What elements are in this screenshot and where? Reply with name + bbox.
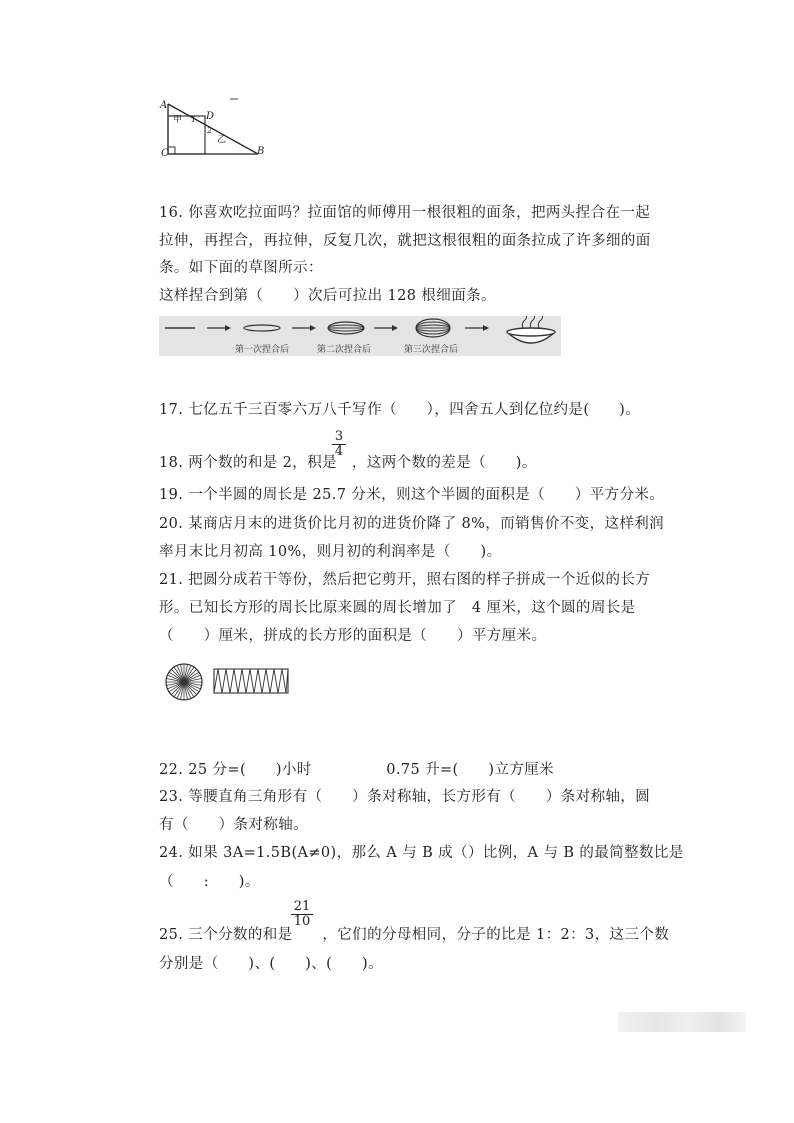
q21-line2: 形。已知长方形的周长比原来圆的周长增加了 4 厘米，这个圆的周长是 (159, 600, 636, 616)
q25-line1: 25. 三个分数的和是 ，它们的分母相同，分子的比是 1：2：3，这三个数 (159, 927, 670, 943)
noodle-figure (159, 316, 561, 356)
q25-line2: 分别是（ )、( )、( )。 (159, 956, 383, 972)
triangle-diagram (158, 90, 268, 160)
circle-rectangle-figure (162, 660, 292, 704)
triangle-figure (158, 90, 268, 160)
q16-line3: 条。如下面的草图所示： (159, 260, 323, 276)
q19: 19. 一个半圆的周长是 25.7 分米，则这个半圆的面积是（ ）平方分米。 (159, 487, 665, 503)
q16-line2: 拉伸，再捏合，再拉伸，反复几次，就把这根很粗的面条拉成了许多细的面 (159, 233, 651, 249)
noodle-caption-2: 第二次捏合后 (317, 345, 372, 355)
q24-line1: 24. 如果 3A=1.5B(A≠0)，那么 A 与 B 成（）比例，A 与 B 的最简整数比是 (159, 845, 684, 861)
label-c: C (161, 148, 169, 159)
q23-line1: 23. 等腰直角三角形有（ ）条对称轴，长方形有（ ）条对称轴，圆 (159, 789, 651, 805)
q25-frac-den: 10 (293, 914, 311, 929)
q21-line3: （ ）厘米，拼成的长方形的面积是（ ）平方厘米。 (159, 628, 547, 644)
q20-line2: 率月末比月初高 10%，则月初的利润率是（ )。 (159, 544, 502, 560)
q16-line4: 这样捏合到第（ ）次后可拉出 128 根细面条。 (159, 288, 496, 304)
q22: 22. 25 分=( )小时 0.75 升=( )立方厘米 (159, 762, 555, 778)
q20-line1: 20. 某商店月末的进货价比月初的进货价降了 8%，而销售价不变，这样利润 (159, 516, 665, 532)
q17: 17. 七亿五千三百零六万八千写作（ ），四舍五人到亿位约是( )。 (159, 402, 641, 418)
q24-line2: （ : )。 (159, 874, 260, 890)
circle-sectors-diagram (162, 660, 292, 704)
q18-frac-num: 3 (334, 429, 344, 444)
q21-line1: 21. 把圆分成若干等份，然后把它剪开，照右图的样子拼成一个近似的长方 (159, 572, 651, 588)
q16-line1: 16. 你喜欢吃拉面吗？拉面馆的师傅用一根很粗的面条，把两头捏合在一起 (159, 205, 651, 221)
blurred-watermark (618, 1012, 746, 1032)
label-d: D (206, 111, 215, 122)
label-a: A (160, 100, 168, 111)
label-1: 1 (191, 115, 197, 124)
q25-frac-num: 21 (293, 899, 311, 914)
q18-frac-den: 4 (334, 444, 344, 459)
q23-line2: 有（ ）条对称轴。 (159, 817, 308, 833)
q18: 18. 两个数的和是 2，积是 ，这两个数的差是（ )。 (159, 455, 537, 471)
label-yi: 乙 (217, 135, 227, 145)
noodle-caption-1: 第一次捏合后 (235, 345, 290, 355)
label-jia: 甲 (173, 115, 183, 125)
noodle-caption-3: 第三次捏合后 (404, 345, 459, 355)
label-2: 2 (207, 126, 213, 135)
label-b: B (257, 146, 265, 157)
